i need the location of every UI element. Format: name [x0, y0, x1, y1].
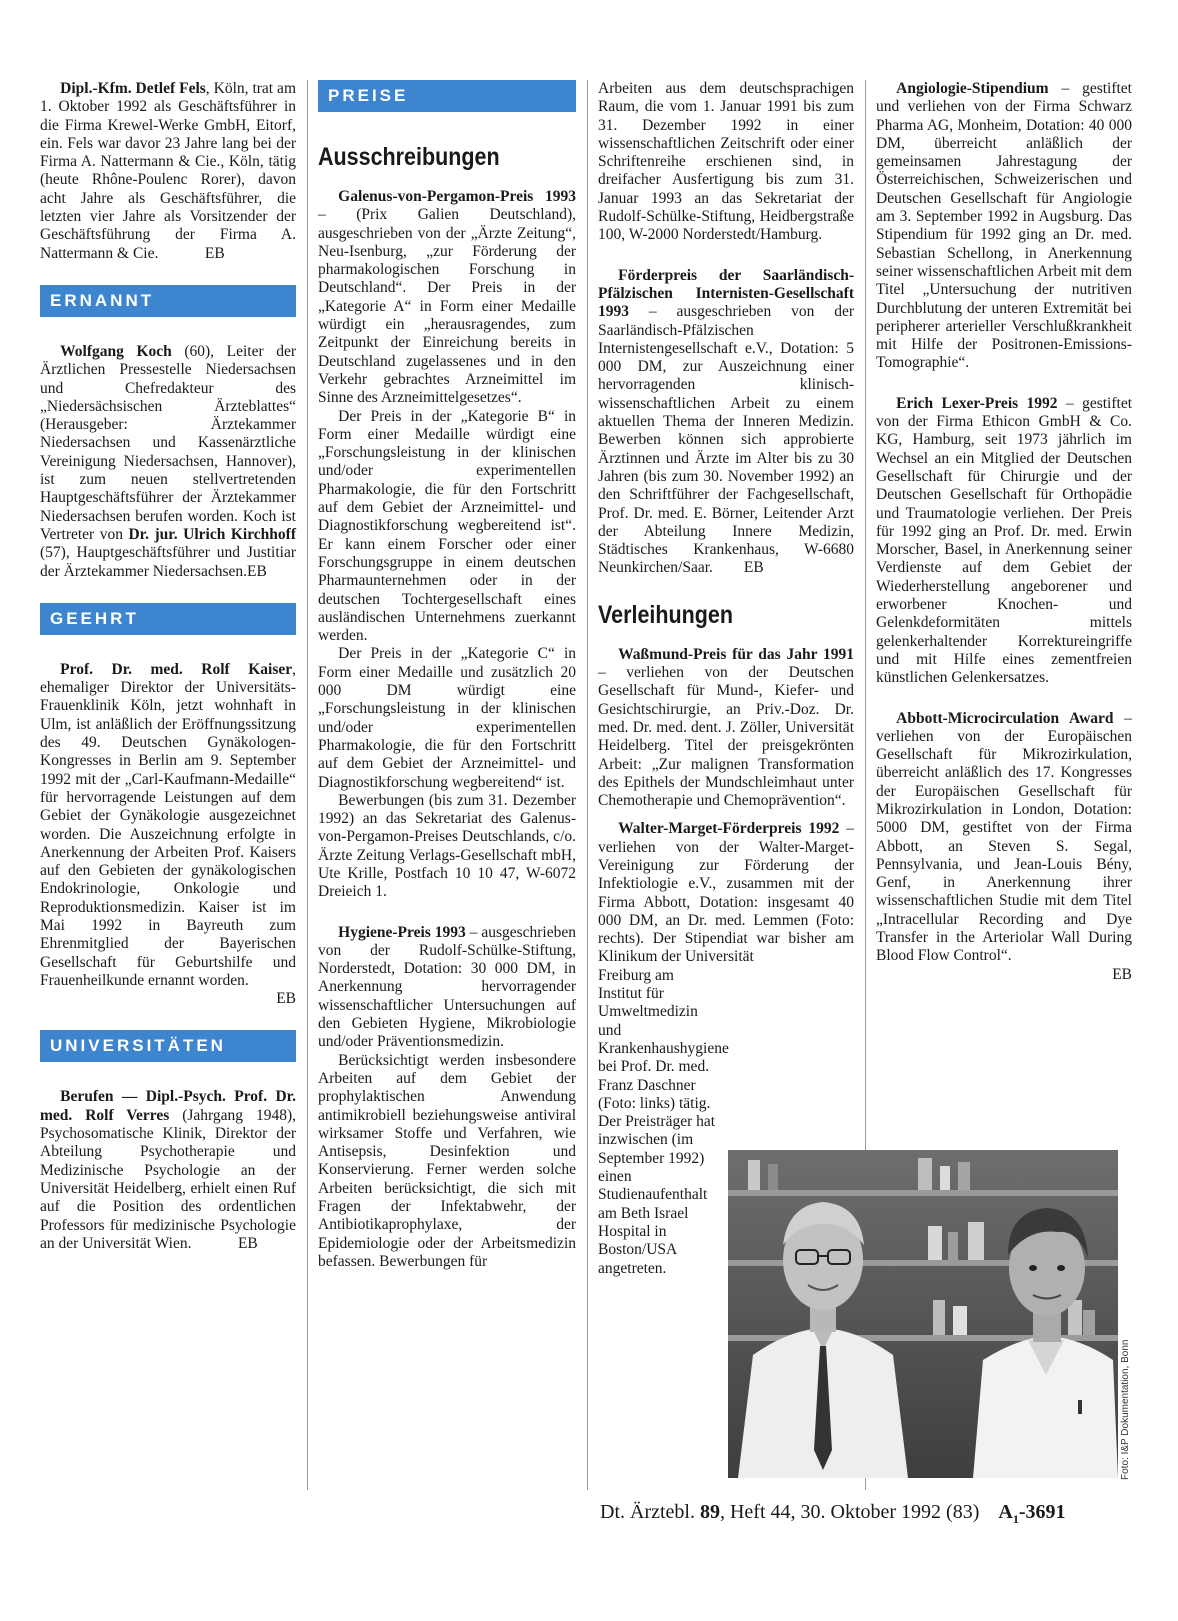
photo-credit: Foto: I&P Dokumentation, Bonn: [1120, 1339, 1131, 1480]
article-galenus-bewerbungen: Bewerbungen (bis zum 31. Dezember 1992) an das Sekretariat des Galenus-von-Pergamon-Preises Deutschlands, c/o. Ärzte Zeitung Verlags-Gesellschaft mbH, Ute Krille, Postfach 10 10 47, W-6072 Dreieich 1.: [318, 791, 576, 901]
article-verres: Berufen — Dipl.-Psych. Prof. Dr. med. Rolf Verres (Jahrgang 1948), Psychosomatische Klinik, Direktor der Abteilung Psychotherapie und Medizinische Psychologie an der Universität Heidelberg, erhielt einen Ruf auf die Position des ordentlichen Professors für medizinische Psychologie an der Universität Wien. EB: [40, 1088, 296, 1252]
article-marget-preis-continued: Freiburg am Institut für Umweltmedizin und Krankenhaushygiene bei Prof. Dr. med. Franz Daschner (Foto: links) tätig. Der Preisträger hat inzwischen (im September 1992) einen Studienaufenthalt am Beth Israel Hospital in Boston/USA angetreten.: [598, 966, 729, 1277]
column-3: [598, 80, 854, 1278]
heading-verleihungen: Verleihungen: [598, 600, 734, 629]
article-galenus-kategorie-b: Der Preis in der „Kategorie B“ in Form einer Medaille würdigt eine „Forschungsleistung in der klinischen und/oder experimentellen Pharmakologie, die für den Fortschritt auf dem Gebiet der Arzneimittel- und Diagnostikforschung wegbereitend ist“. Er kann einem Forscher oder einer Forschungsgruppe in einem deutschen Pharmaunternehmen oder in der deutschen Tochtergesellschaft eines ausländischen Unternehmens zuerkannt werden.: [318, 407, 576, 645]
footer-issue: , Heft 44, 30. Oktober 1992 (83): [719, 1501, 980, 1523]
footer-journal: Dt. Ärztebl.: [600, 1501, 700, 1523]
column-1: [40, 80, 296, 1253]
article-galenus-kategorie-c: Der Preis in der „Kategorie C“ in Form einer Medaille und zusätzlich 20 000 DM würdigt eine „Forschungsleistung in der klinischen und/oder experimentellen Pharmakologie, die für den Fortschritt auf dem Gebiet der Arzneimittel- und Diagnostikforschung wegbereitend“ ist.: [318, 645, 576, 791]
article-angiologie-stipendium: Angiologie-Stipendium – gestiftet und verliehen von der Firma Schwarz Pharma AG, Monheim, Dotation: 40 000 DM, überreicht anläßlich der gemeinsamen Jahrestagung der Österreichischen, Schweizerischen und Deutschen Gesellschaft für Angiologie am 3. September 1992 in Augsburg. Das Stipendium für 1992 ging an Dr. med. Sebastian Schellong, in Anerkennung seiner wissenschaftlichen Arbeit mit dem Titel „Untersuchung der nutritiven Durchblutung der unteren Extremität bei peripherer arterieller Verschlußkrankheit mit Hilfe der Positronen-Emissions-Tomographie“.: [876, 80, 1132, 372]
article-hygiene-preis-details: Berücksichtigt werden insbesondere Arbeiten auf dem Gebiet der prophylaktischen Anwendung antimikrobiell beziehungsweise antiviral wirksamer Stoffe und Verfahren, wie Antisepsis, Desinfektion und Konservierung. Ferner werden solche Arbeiten berücksichtigt, die sich mit Fragen der Infektabwehr, der Antibiotikaprophylaxe, der Epidemiologie oder der Arbeitsmedizin befassen. Bewerbungen für: [318, 1051, 576, 1270]
column-2: [318, 80, 576, 1271]
footer-volume: 89: [699, 1501, 720, 1523]
article-fels: Dipl.-Kfm. Detlef Fels, Köln, trat am 1. Oktober 1992 als Geschäftsführer in die Firma Krewel-Werke GmbH, Eitorf, ein. Fels war davor 23 Jahre lang bei der Firma A. Nattermann & Cie., Köln, tätig (heute Rhône-Poulenc Rorer), davon acht Jahre als Geschäftsführer, die letzten vier Jahre als Vorsitzender der Geschäftsführung der Firma A. Nattermann & Cie. EB: [40, 80, 296, 262]
article-foerderpreis-saar: Förderpreis der Saarländisch-Pfälzischen Internisten-Gesellschaft 1993 – ausgeschrieben von der Saarländisch-Pfälzischen Internistengesellschaft e.V., Dotation: 5 000 DM, zur Auszeichnung einer hervorragenden klinisch-wissenschaftlichen Arbeit zu einem aktuellen Thema der Inneren Medizin. Bewerben können sich approbierte Ärztinnen und Ärzte im Alter bis zu 30 Jahren (bis zum 30. November 1992) an den Schriftführer der Fachgesellschaft, Prof. Dr. med. E. Börner, Leitender Arzt der Abteilung Innere Medizin, Städtisches Krankenhaus, W-6680 Neunkirchen/Saar. EB: [598, 266, 854, 577]
section-bar-ernannt: ERNANNT: [40, 285, 296, 317]
article-kaiser-signature: EB: [276, 990, 296, 1008]
heading-ausschreibungen: Ausschreibungen: [318, 143, 500, 171]
section-bar-preise: PREISE: [318, 80, 576, 112]
article-abbott-award: Abbott-Microcirculation Award – verliehen von der Europäischen Gesellschaft für Mikrozirkulation, überreicht anläßlich des 17. Kongresses der Europäischen Gesellschaft für Mikrozirkulation in London, Dotation: 5000 DM, gestiftet von der Firma Abbott, an Steven S. Segal, Pennsylvania, und Jean-Louis Bény, Genf, in Anerkennung ihrer wissenschaftlichen Studie mit dem Titel „Intracellular Recording and Dye Transfer in the Arteriolar Wall During Blood Flow Control“.: [876, 709, 1132, 965]
article-abbott-signature: EB: [1112, 965, 1132, 983]
footer-page-number: $A_1-3691$: [998, 1501, 1066, 1526]
article-hygiene-preis-continued: Arbeiten aus dem deutschsprachigen Raum, die vom 1. Januar 1991 bis zum 31. Dezember 1992 in einer wissenschaftlichen Zeitschrift oder einer Schriftenreihe erschienen sind, in dreifacher Ausfertigung bis zum 31. Januar 1993 an das Sekretariat der Rudolf-Schülke-Stiftung, Heidbergstraße 100, W-2000 Norderstedt/Hamburg.: [598, 80, 854, 244]
article-lexer-preis: Erich Lexer-Preis 1992 – gestiftet von der Firma Ethicon GmbH & Co. KG, Hamburg, seit 1973 jährlich im Wechsel an ein Mitglied der Deutschen Gesellschaft für Chirurgie und der Deutschen Gesellschaft für Orthopädie und Traumatologie verliehen. Der Preis für 1992 ging an Prof. Dr. med. Erwin Morscher, Basel, in Anerkennung seiner Verdienste auf dem Gebiet der Wiederherstellung angeborener und erworbener Knochen- und Gelenkdeformitäten mittels gelenkerhaltender Korrektureingriffe und mit Hilfe eines zementfreien künstlichen Gelenkersatzes.: [876, 394, 1132, 687]
section-bar-geehrt: GEEHRT: [40, 603, 296, 635]
column-4: [876, 80, 1132, 984]
page-footer: [600, 1500, 1120, 1531]
article-wassmund-preis: Waßmund-Preis für das Jahr 1991 – verliehen von der Deutschen Gesellschaft für Mund-, Kiefer- und Gesichtschirurgie, an Priv.-Doz. Dr. med. Dr. med. dent. J. Zöller, Universität Heidelberg. Titel der preisgekrönten Arbeit: „Zur malignen Transformation des Epithels der Mundschleimhaut unter Chemotherapie und Chemoprävention“.: [598, 645, 854, 810]
article-koch: Wolfgang Koch (60), Leiter der Ärztlichen Pressestelle Niedersachsen und Chefredakteur des „Niedersächsischen Ärzteblattes“ (Herausgeber: Ärztekammer Niedersachsen und Kassenärztliche Vereinigung Niedersachsen, Hannover), ist zum neuen stellvertretenden Hauptgeschäftsführer der Ärztekammer Niedersachsen berufen worden. Koch ist Vertreter von Dr. jur. Ulrich Kirchhoff (57), Hauptgeschäftsführer und Justitiar der Ärztekammer Niedersachsen.EB: [40, 342, 296, 580]
column-rule: [587, 80, 588, 1490]
section-bar-universitaeten: UNIVERSITÄTEN: [40, 1030, 296, 1062]
photo-image: [728, 1150, 1118, 1478]
article-hygiene-preis: Hygiene-Preis 1993 – ausgeschrieben von der Rudolf-Schülke-Stiftung, Norderstedt, Dotation: 30 000 DM, in Anerkennung hervorragender wissenschaftlicher Untersuchungen auf den Gebieten Hygiene, Mikrobiologie und/oder Präventionsmedizin.: [318, 923, 576, 1051]
article-galenus: Galenus-von-Pergamon-Preis 1993 – (Prix Galien Deutschland), ausgeschrieben von der „Ärzte Zeitung“, Neu-Isenburg, „zur Förderung der pharmakologischen Forschung in Deutschland“. Der Preis in der „Kategorie A“ in Form einer Medaille würdigt ein „herausragendes, zum Zeitpunkt der Einreichung bereits in Deutschland zugelassenes und in den Verkehr gebrachtes Arzneimittel im Sinne des Arzneimittelgesetzes“.: [318, 188, 576, 407]
photo-prize-winners: [728, 1150, 1118, 1478]
column-rule: [307, 80, 308, 1490]
article-kaiser: Prof. Dr. med. Rolf Kaiser, ehemaliger Direktor der Universitäts-Frauenklinik Köln, jetzt wohnhaft in Ulm, ist anläßlich der Eröffnungssitzung des 49. Deutschen Gynäkologen-Kongresses in Berlin am 9. September 1992 mit der „Carl-Kaufmann-Medaille“ für hervorragende Leistungen auf dem Gebiet der Gynäkologie ausgezeichnet worden. Die Auszeichnung erfolgte in Anerkennung der Arbeiten Prof. Kaisers auf den Gebieten der gynäkologischen Endokrinologie, Onkologie und Reproduktionsmedizin. Kaiser ist im Mai 1992 in Bayreuth zum Ehrenmitglied der Bayerischen Gesellschaft für Geburtshilfe und Frauenheilkunde ernannt worden.: [40, 660, 296, 989]
article-marget-preis: Walter-Marget-Förderpreis 1992 – verliehen von der Walter-Marget-Vereinigung zur Förderung der Infektiologie e.V., zusammen mit der Firma Abbott, Dotation: insgesamt 40 000 DM, an Dr. med. Lemmen (Foto: rechts). Der Stipendiat war bisher am Klinikum der Universität: [598, 820, 854, 966]
